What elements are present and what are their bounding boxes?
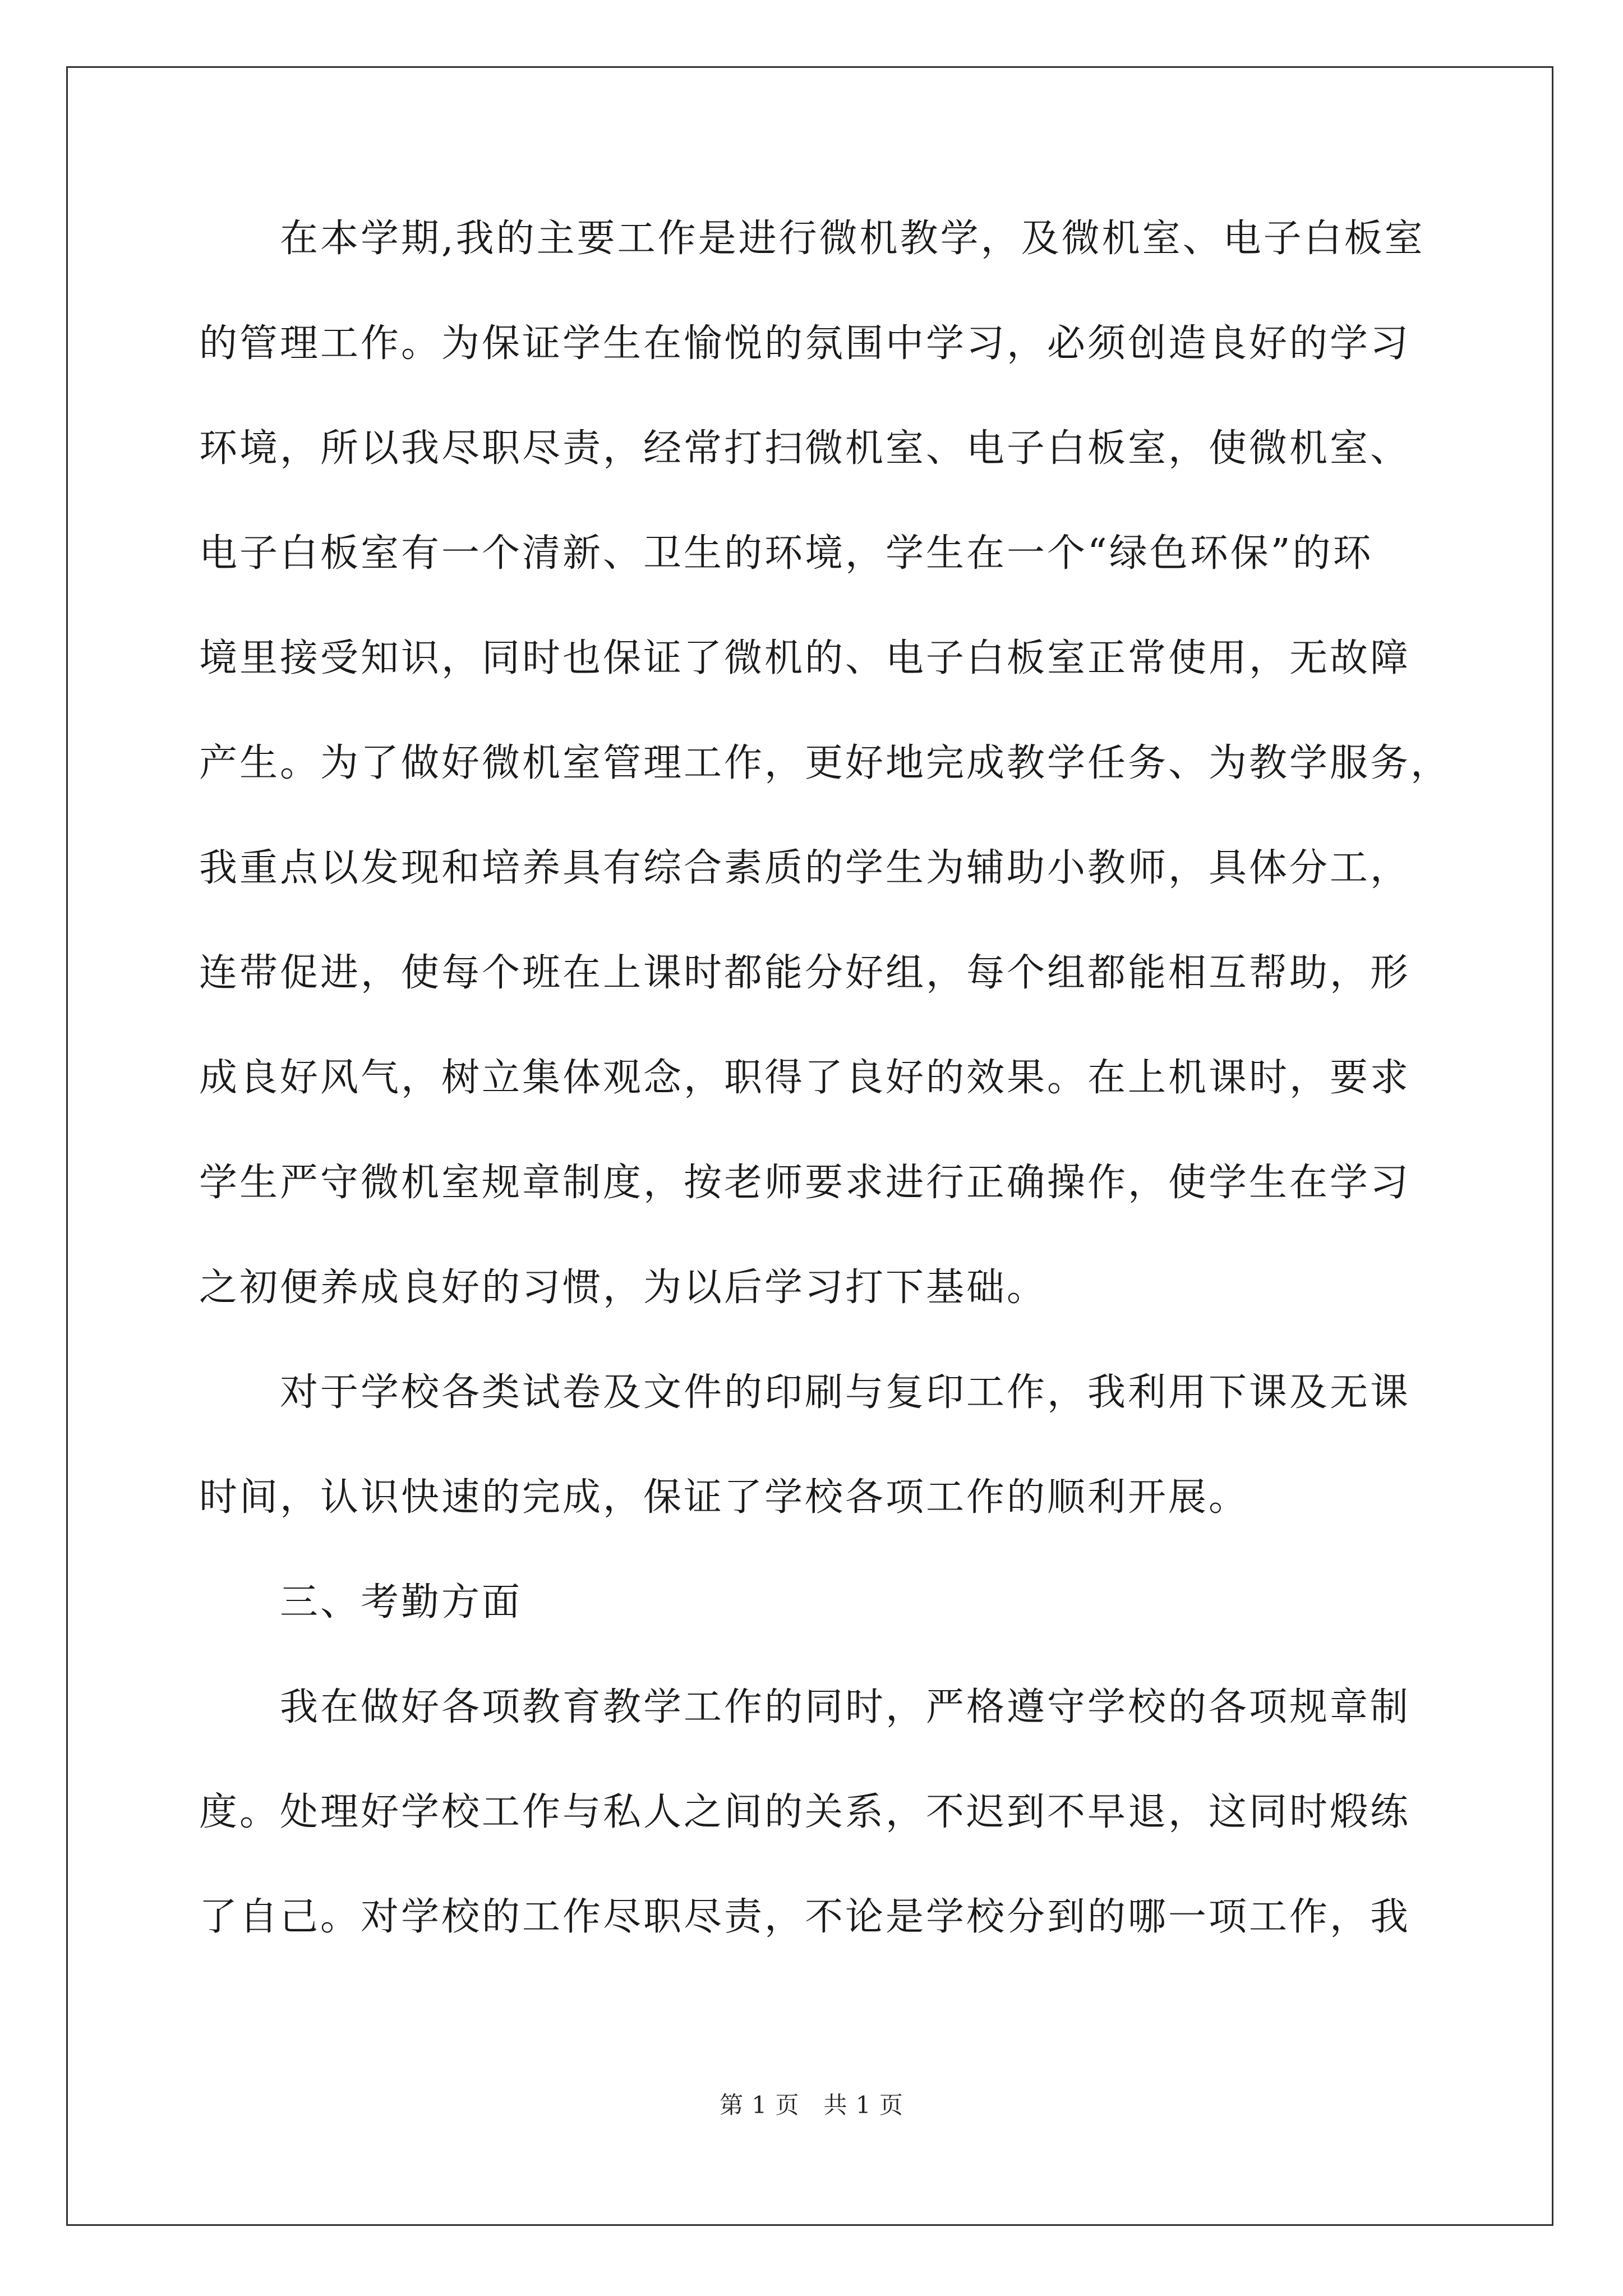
text-line: 对于学校各类试卷及文件的印刷与复印工作，我利用下课及无课 — [199, 1370, 1411, 1415]
page-number-footer: 第 1 页 共 1 页 — [720, 2091, 903, 2119]
section-heading: 三、考勤方面 — [199, 1580, 523, 1625]
text-line: 了自己。对学校的工作尽职尽责，不论是学校分到的哪一项工作，我 — [199, 1895, 1411, 1939]
text-line: 时间，认识快速的完成，保证了学校各项工作的顺利开展。 — [199, 1475, 1249, 1520]
text-line: 度。处理好学校工作与私人之间的关系，不迟到不早退，这同时煅练 — [199, 1790, 1411, 1834]
text-line: 的管理工作。为保证学生在愉悦的氛围中学习，必须创造良好的学习 — [199, 321, 1411, 366]
text-line: 境里接受知识，同时也保证了微机的、电子白板室正常使用，无故障 — [199, 636, 1411, 680]
text-line: 环境，所以我尽职尽责，经常打扫微机室、电子白板室，使微机室、 — [199, 426, 1411, 471]
text-line: 之初便养成良好的习惯，为以后学习打下基础。 — [199, 1266, 1048, 1310]
text-line: 我重点以发现和培养具有综合素质的学生为辅助小教师，具体分工， — [199, 846, 1411, 890]
document-body — [199, 213, 1451, 1996]
text-line: 连带促进，使每个班在上课时都能分好组，每个组都能相互帮助，形 — [199, 951, 1411, 995]
text-line: 在本学期,我的主要工作是进行微机教学，及微机室、电子白板室 — [199, 217, 1425, 261]
text-line: 成良好风气，树立集体观念，职得了良好的效果。在上机课时，要求 — [199, 1056, 1411, 1100]
text-line: 学生严守微机室规章制度，按老师要求进行正确操作，使学生在学习 — [199, 1161, 1411, 1205]
text-line: 我在做好各项教育教学工作的同时，严格遵守学校的各项规章制 — [199, 1685, 1411, 1729]
text-line: 电子白板室有一个清新、卫生的环境，学生在一个“绿色环保”的环 — [199, 531, 1373, 576]
text-line: 产生。为了做好微机室管理工作，更好地完成教学任务、为教学服务， — [199, 741, 1451, 785]
